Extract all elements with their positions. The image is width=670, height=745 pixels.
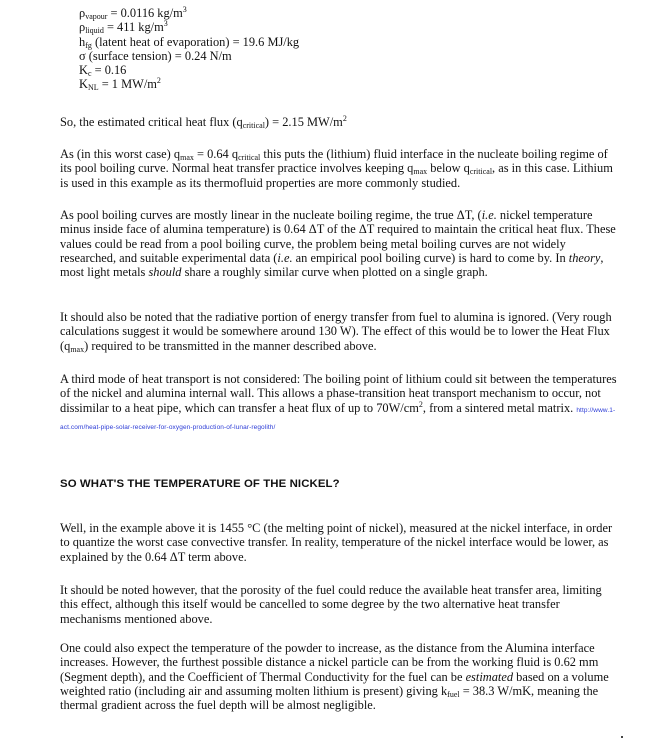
reference-link[interactable]: http://www.1-act.com/heat-pipe-solar-receiver-for-oxygen-production-of-lunar-regolith/ (60, 406, 616, 431)
property-kc: $K_c = 0.16$ (79, 63, 127, 79)
paragraph-pool-boiling: As pool boiling curves are mostly linear in the nucleate boiling regime, the true ΔT, (i.e. nickel temperature minus inside face of alumina temperature) is 0.64 ΔT of the ΔT required to maintain the critical heat flux. These values could be read from a pool boiling curve, the problem being metal boiling curves are not widely researched, and suitable experimental data (i.e. an empirical pool boiling curve) is hard to come by. In theory, most light metals should share a roughly similar curve when plotted on a single graph. (60, 208, 616, 280)
property-hfg: $h_{fg}$ (latent heat of evaporation) = 19.6 MJ/kg (79, 34, 300, 50)
paragraph-radiative: It should also be noted that the radiative portion of energy transfer from fuel to alumina is ignored. (Very rough calculations suggest it would be somewhere around 130 W). The effect of this would be to lower the Heat Flux $(q_{max})$ required to be transmitted in the manner described above. (60, 310, 612, 354)
property-list (79, 6, 299, 92)
paragraph-melting-point: Well, in the example above it is 1455 °C (the melting point of nickel), measured at the nickel interface, in order to quantize the worst case convective transfer. In reality, temperature of the nickel interface would be lower, as explained by the 0.64 ΔT term above. (60, 521, 613, 564)
property-rho-liquid: $\rho_{liquid} = 411$ $kg/m^3$ (79, 19, 168, 36)
paragraph-worst-case: As (in this worst case) $q_{max} = 0.64$ $q_{critical}$ this puts the (lithium) fluid interface in the nucleate boiling regime of its pool boiling curve. Normal heat transfer practice involves keeping $q_{max}$ below $q_{critical}$, as in this case. Lithium is used in this example as its thermofluid properties are more commonly studied. (60, 147, 613, 190)
property-knl: $K_{NL} = 1$ $MW/m^2$ (79, 76, 161, 93)
paragraph-powder-temperature: One could also expect the temperature of the powder to increase, as the distance from the Alumina interface increases. However, the furthest possible distance a nickel particle can be from the working fluid is 0.62 mm (Segment depth), and the Coefficient of Thermal Conductivity for the fuel can be estimated based on a volume weighted ratio (including air and assuming molten lithium is present) giving $k_{fuel} = 38.3$ W/mK, meaning the thermal gradient across the fuel depth will be almost negligible. (60, 641, 609, 713)
paragraph-porosity: It should be noted however, that the porosity of the fuel could reduce the available heat transfer area, limiting this effect, although this itself would be cancelled to some degree by the two alternative heat transfer mechanisms mentioned above. (60, 583, 602, 626)
paragraph-third-mode: A third mode of heat transport is not considered: The boiling point of lithium could sit between the temperatures of the nickel and alumina internal wall. This allows a phase-transition heat transport mechanism to occur, not dissimilar to a heat pipe, which can transfer a heat flux of up to $70W/cm^2$, from a sintered metal matrix. http://www.1-act.com/heat-pipe-solar-receiver-for-oxygen-production-of-lunar-regolith/ (60, 372, 617, 431)
property-rho-vapour: $\rho_{vapour} = 0.0116$ $kg/m^3$ (79, 5, 187, 21)
critical-flux-statement: So, the estimated critical heat flux $(q_{critical}) = 2.15$ $MW/m^2$ (60, 114, 347, 130)
property-sigma: σ (surface tension) = 0.24 N/m (79, 48, 232, 63)
section-heading: SO WHAT'S THE TEMPERATURE OF THE NICKEL? (60, 478, 340, 490)
page-mark (621, 736, 623, 738)
